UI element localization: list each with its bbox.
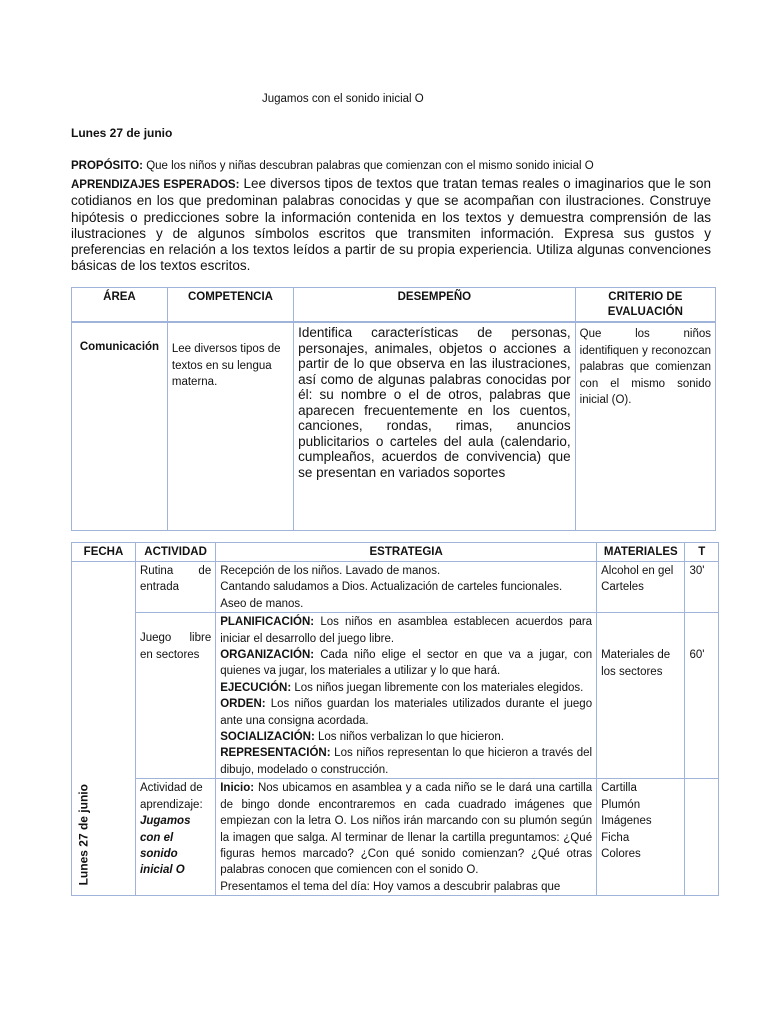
activities-header-row [72,543,719,562]
activities-table [71,542,719,896]
tiempo-cell [685,779,719,896]
header-fecha: FECHA [72,543,136,562]
actividad-title: Jugamos con el sonido inicial O [139,815,191,877]
header-materiales: MATERIALES [597,543,685,562]
estrategia-step: EJECUCIÓN: Los niños juegan libremente con los materiales elegidos. [220,681,584,694]
tiempo-cell: 30' [685,562,719,613]
header-estrategia: ESTRATEGIA [216,543,597,562]
learning-label: APRENDIZAJES ESPERADOS: [71,179,240,191]
actividad-cell: Juego libre en sectores [135,613,215,779]
purpose-label: PROPÓSITO: [71,160,143,172]
competencia-cell: Lee diversos tipos de textos en su lengua materna. [167,322,293,531]
actividad-cell: Rutina de entrada [135,562,215,613]
fecha-vertical-text: Lunes 27 de junio [76,783,91,886]
actividad-prefix: Actividad de aprendizaje: [139,782,203,811]
header-actividad: ACTIVIDAD [135,543,215,562]
competency-header-row [72,288,716,323]
estrategia-inicio: Inicio: Nos ubicamos en asamblea y a cada niño se le dará una cartilla de bingo donde encontraremos en cada cuadrado imágenes que empiezan con la letra O. Los niños irán marcando con su plumón según la imagen que salga. Al terminar de llenar la cartilla preguntamos: ¿Qué figuras hemos marcado? ¿Con qué sonido comienzan? ¿Qué otras palabras conocen que comiencen con el sonido O. [220,782,593,877]
actividad-cell [135,779,215,896]
purpose-text: Que los niños y niñas descubran palabras que comienzan con el mismo sonido inicial O [143,160,594,172]
material-item: Ficha [601,831,630,844]
estrategia-step: PLANIFICACIÓN: Los niños en asamblea establecen acuerdos para iniciar el desarrollo del juego libre. [220,616,593,645]
material-item: Cartilla [601,782,637,795]
material-item: Materiales de los sectores [601,649,671,678]
competency-row [72,322,716,531]
purpose-paragraph [71,159,711,174]
materiales-cell [597,613,685,779]
area-cell: Comunicación [72,322,168,531]
estrategia-step: ORDEN: Los niños guardan los materiales utilizados durante el juego ante una consigna acordada. [220,698,593,727]
materiales-cell [597,562,685,613]
estrategia-step: REPRESENTACIÓN: Los niños representan lo que hicieron a través del dibujo, modelado o construcción. [220,747,593,776]
estrategia-step: ORGANIZACIÓN: Cada niño elige el sector en que va a jugar, con quienes va jugar, los materiales a utilizar y lo que hará. [220,649,593,678]
session-date: Lunes 27 de junio [71,126,173,140]
tiempo-cell: 60' [685,613,719,779]
desempeno-cell: Identifica características de personas, personajes, animales, objetos o acciones a partir de lo que observa en las ilustraciones, así como de algunas palabras conocidas por él: su nombre o el de otros, palabras que aparecen frecuentemente en los cuentos, canciones, rondas, rimas, anuncios publicitarios o carteles del aula (calendario, cumpleaños, acuerdos de convivencia) que se presentan en variados soportes [294,322,576,531]
header-area: ÁREA [72,288,168,323]
materiales-cell [597,779,685,896]
learning-paragraph [71,176,711,275]
material-item: Alcohol en gel [601,565,674,577]
material-item: Imágenes [601,815,652,828]
estrategia-cell [216,613,597,779]
estrategia-cell [216,779,597,896]
learning-text: Lee diversos tipos de textos que tratan temas reales o imaginarios que le son cotidianos en los que predominan palabras conocidas y que se acompañan con ilustraciones. Construye hipótesis o predicciones sobre la información contenida en los textos y demuestra comprensión de las ilustraciones y de algunos símbolos escritos que transmiten información. Expresa sus gustos y preferencias en relación a los textos leídos a partir de su propia experiencia. Utiliza algunas convenciones básicas de los textos escritos. [71,176,711,274]
estrategia-line: Presentamos el tema del día: Hoy vamos a descubrir palabras que [220,880,561,893]
estrategia-cell [216,562,597,613]
table-row [72,613,719,779]
header-desempeno: DESEMPEÑO [294,288,576,323]
material-item: Colores [601,847,641,860]
fecha-cell [72,562,136,896]
material-item: Plumón [601,798,641,811]
competency-table [71,287,716,531]
estrategia-step: SOCIALIZACIÓN: Los niños verbalizan lo que hicieron. [220,731,505,744]
estrategia-line: Cantando saludamos a Dios. Actualización de carteles funcionales. [220,581,563,594]
criterio-cell: Que los niños identifiquen y reconozcan palabras que comienzan con el mismo sonido inicial (O). [575,322,715,531]
document-title: Jugamos con el sonido inicial O [262,93,424,105]
header-t: T [685,543,719,562]
header-competencia: COMPETENCIA [167,288,293,323]
table-row [72,779,719,896]
estrategia-line: Aseo de manos. [220,597,304,610]
estrategia-line: Recepción de los niños. Lavado de manos. [220,565,441,577]
table-row [72,562,719,613]
material-item: Carteles [601,581,644,594]
header-criterio: CRITERIO DE EVALUACIÓN [575,288,715,323]
